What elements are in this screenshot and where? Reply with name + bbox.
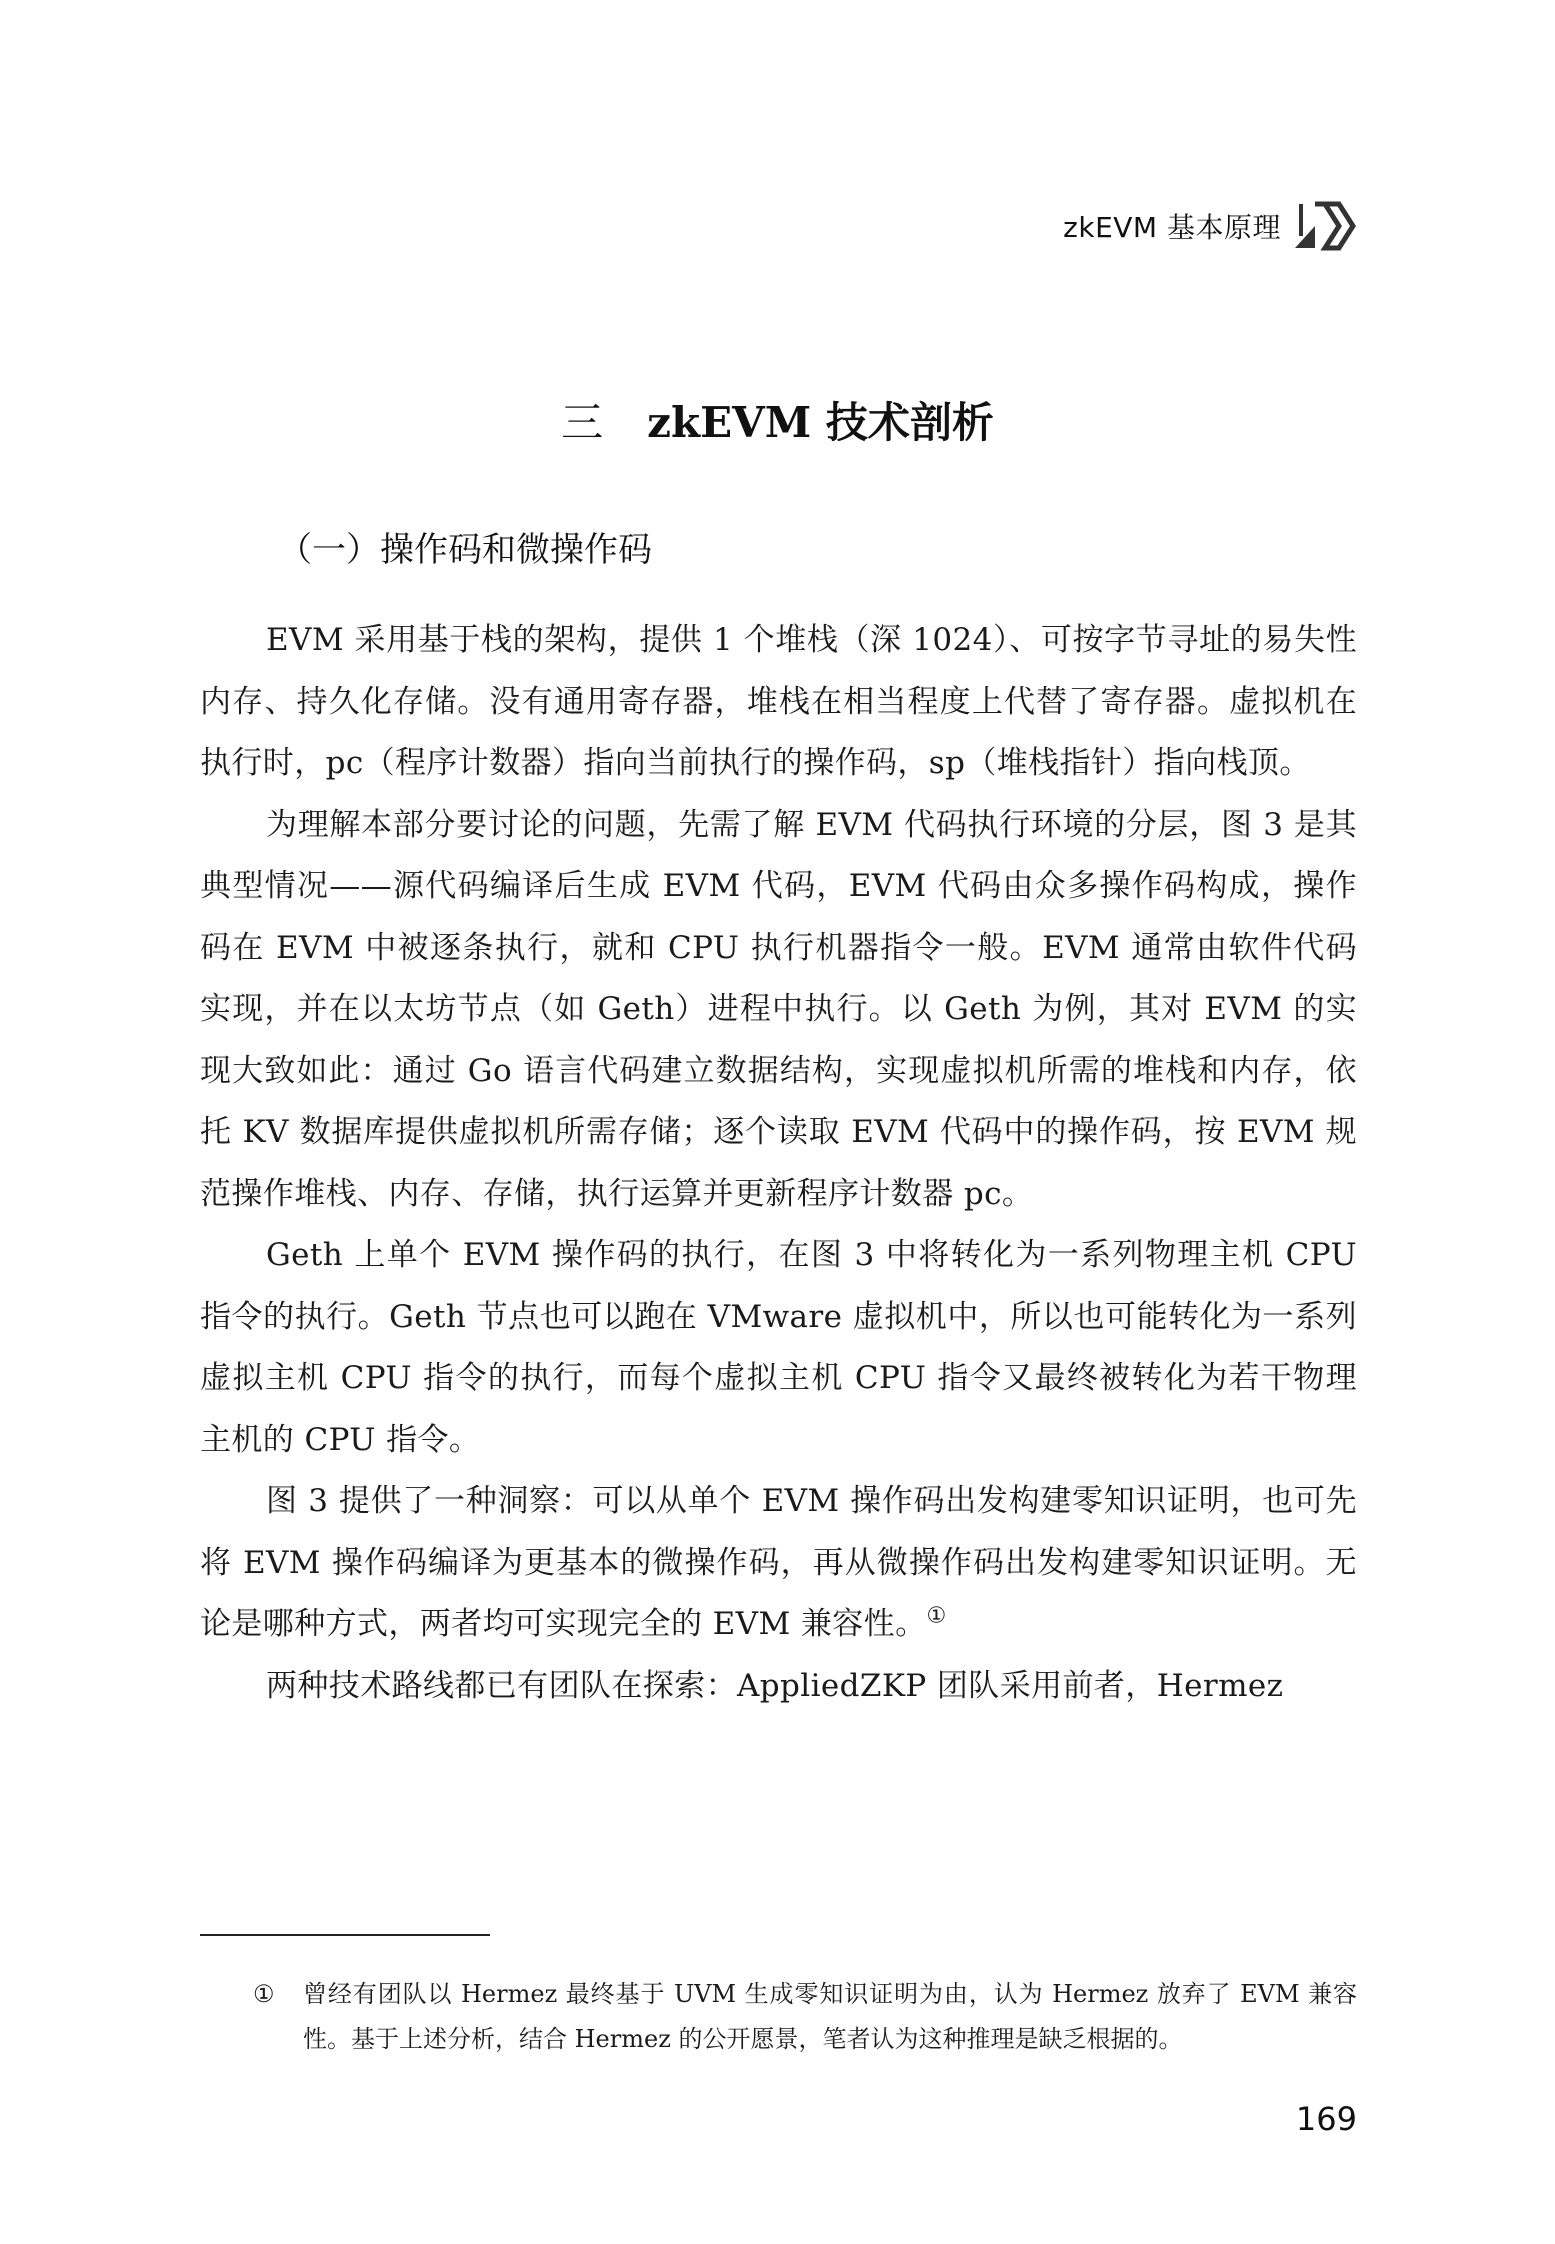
running-title: zkEVM 基本原理	[1063, 211, 1281, 244]
paragraph-with-footnote-ref	[200, 1471, 1357, 1656]
section-heading: （一）操作码和微操作码	[278, 530, 652, 570]
page-number: 169	[1295, 2100, 1357, 2138]
chapter-number: 三	[561, 398, 604, 447]
footnote-marker: ①	[253, 1980, 275, 2008]
chapter-title-text: zkEVM 技术剖析	[647, 398, 994, 447]
footnote-divider	[200, 1934, 490, 1936]
chapter-arrow-icon	[1295, 196, 1359, 256]
paragraph: EVM 采用基于栈的架构，提供 1 个堆栈（深 1024）、可按字节寻址的易失性内存、持久化存储。没有通用寄存器，堆栈在相当程度上代替了寄存器。虚拟机在执行时，pc（程序计数器）指向当前执行的操作码，sp（堆栈指针）指向栈顶。	[200, 622, 1357, 781]
footnote-reference[interactable]: ①	[926, 1603, 947, 1629]
paragraph: 两种技术路线都已有团队在探索：AppliedZKP 团队采用前者，Hermez	[266, 1667, 1284, 1704]
chapter-title	[0, 390, 1555, 450]
paragraph: Geth 上单个 EVM 操作码的执行，在图 3 中将转化为一系列物理主机 CPU 指令的执行。Geth 节点也可以跑在 VMware 虚拟机中，所以也可能转化为一系列虚拟主机 CPU 指令的执行，而每个虚拟主机 CPU 指令又最终被转化为若干物理主机的 CPU 指令。	[200, 1237, 1357, 1458]
footnote	[253, 1972, 1357, 2062]
footnote-text: 曾经有团队以 Hermez 最终基于 UVM 生成零知识证明为由，认为 Hermez 放弃了 EVM 兼容性。基于上述分析，结合 Hermez 的公开愿景，笔者认为这种推理是缺乏根据的。	[303, 1980, 1357, 2053]
paragraph-text: 图 3 提供了一种洞察：可以从单个 EVM 操作码出发构建零知识证明，也可先将 EVM 操作码编译为更基本的微操作码，再从微操作码出发构建零知识证明。无论是哪种方式，两者均可实现完全的 EVM 兼容性。	[200, 1483, 1357, 1642]
running-header	[1063, 196, 1359, 256]
body-text	[200, 610, 1357, 1717]
paragraph: 为理解本部分要讨论的问题，先需了解 EVM 代码执行环境的分层，图 3 是其典型情况——源代码编译后生成 EVM 代码，EVM 代码由众多操作码构成，操作码在 EVM 中被逐条执行，就和 CPU 执行机器指令一般。EVM 通常由软件代码实现，并在以太坊节点（如 Geth）进程中执行。以 Geth 为例，其对 EVM 的实现大致如此：通过 Go 语言代码建立数据结构，实现虚拟机所需的堆栈和内存，依托 KV 数据库提供虚拟机所需存储；逐个读取 EVM 代码中的操作码，按 EVM 规范操作堆栈、内存、存储，执行运算并更新程序计数器 pc。	[200, 806, 1357, 1212]
